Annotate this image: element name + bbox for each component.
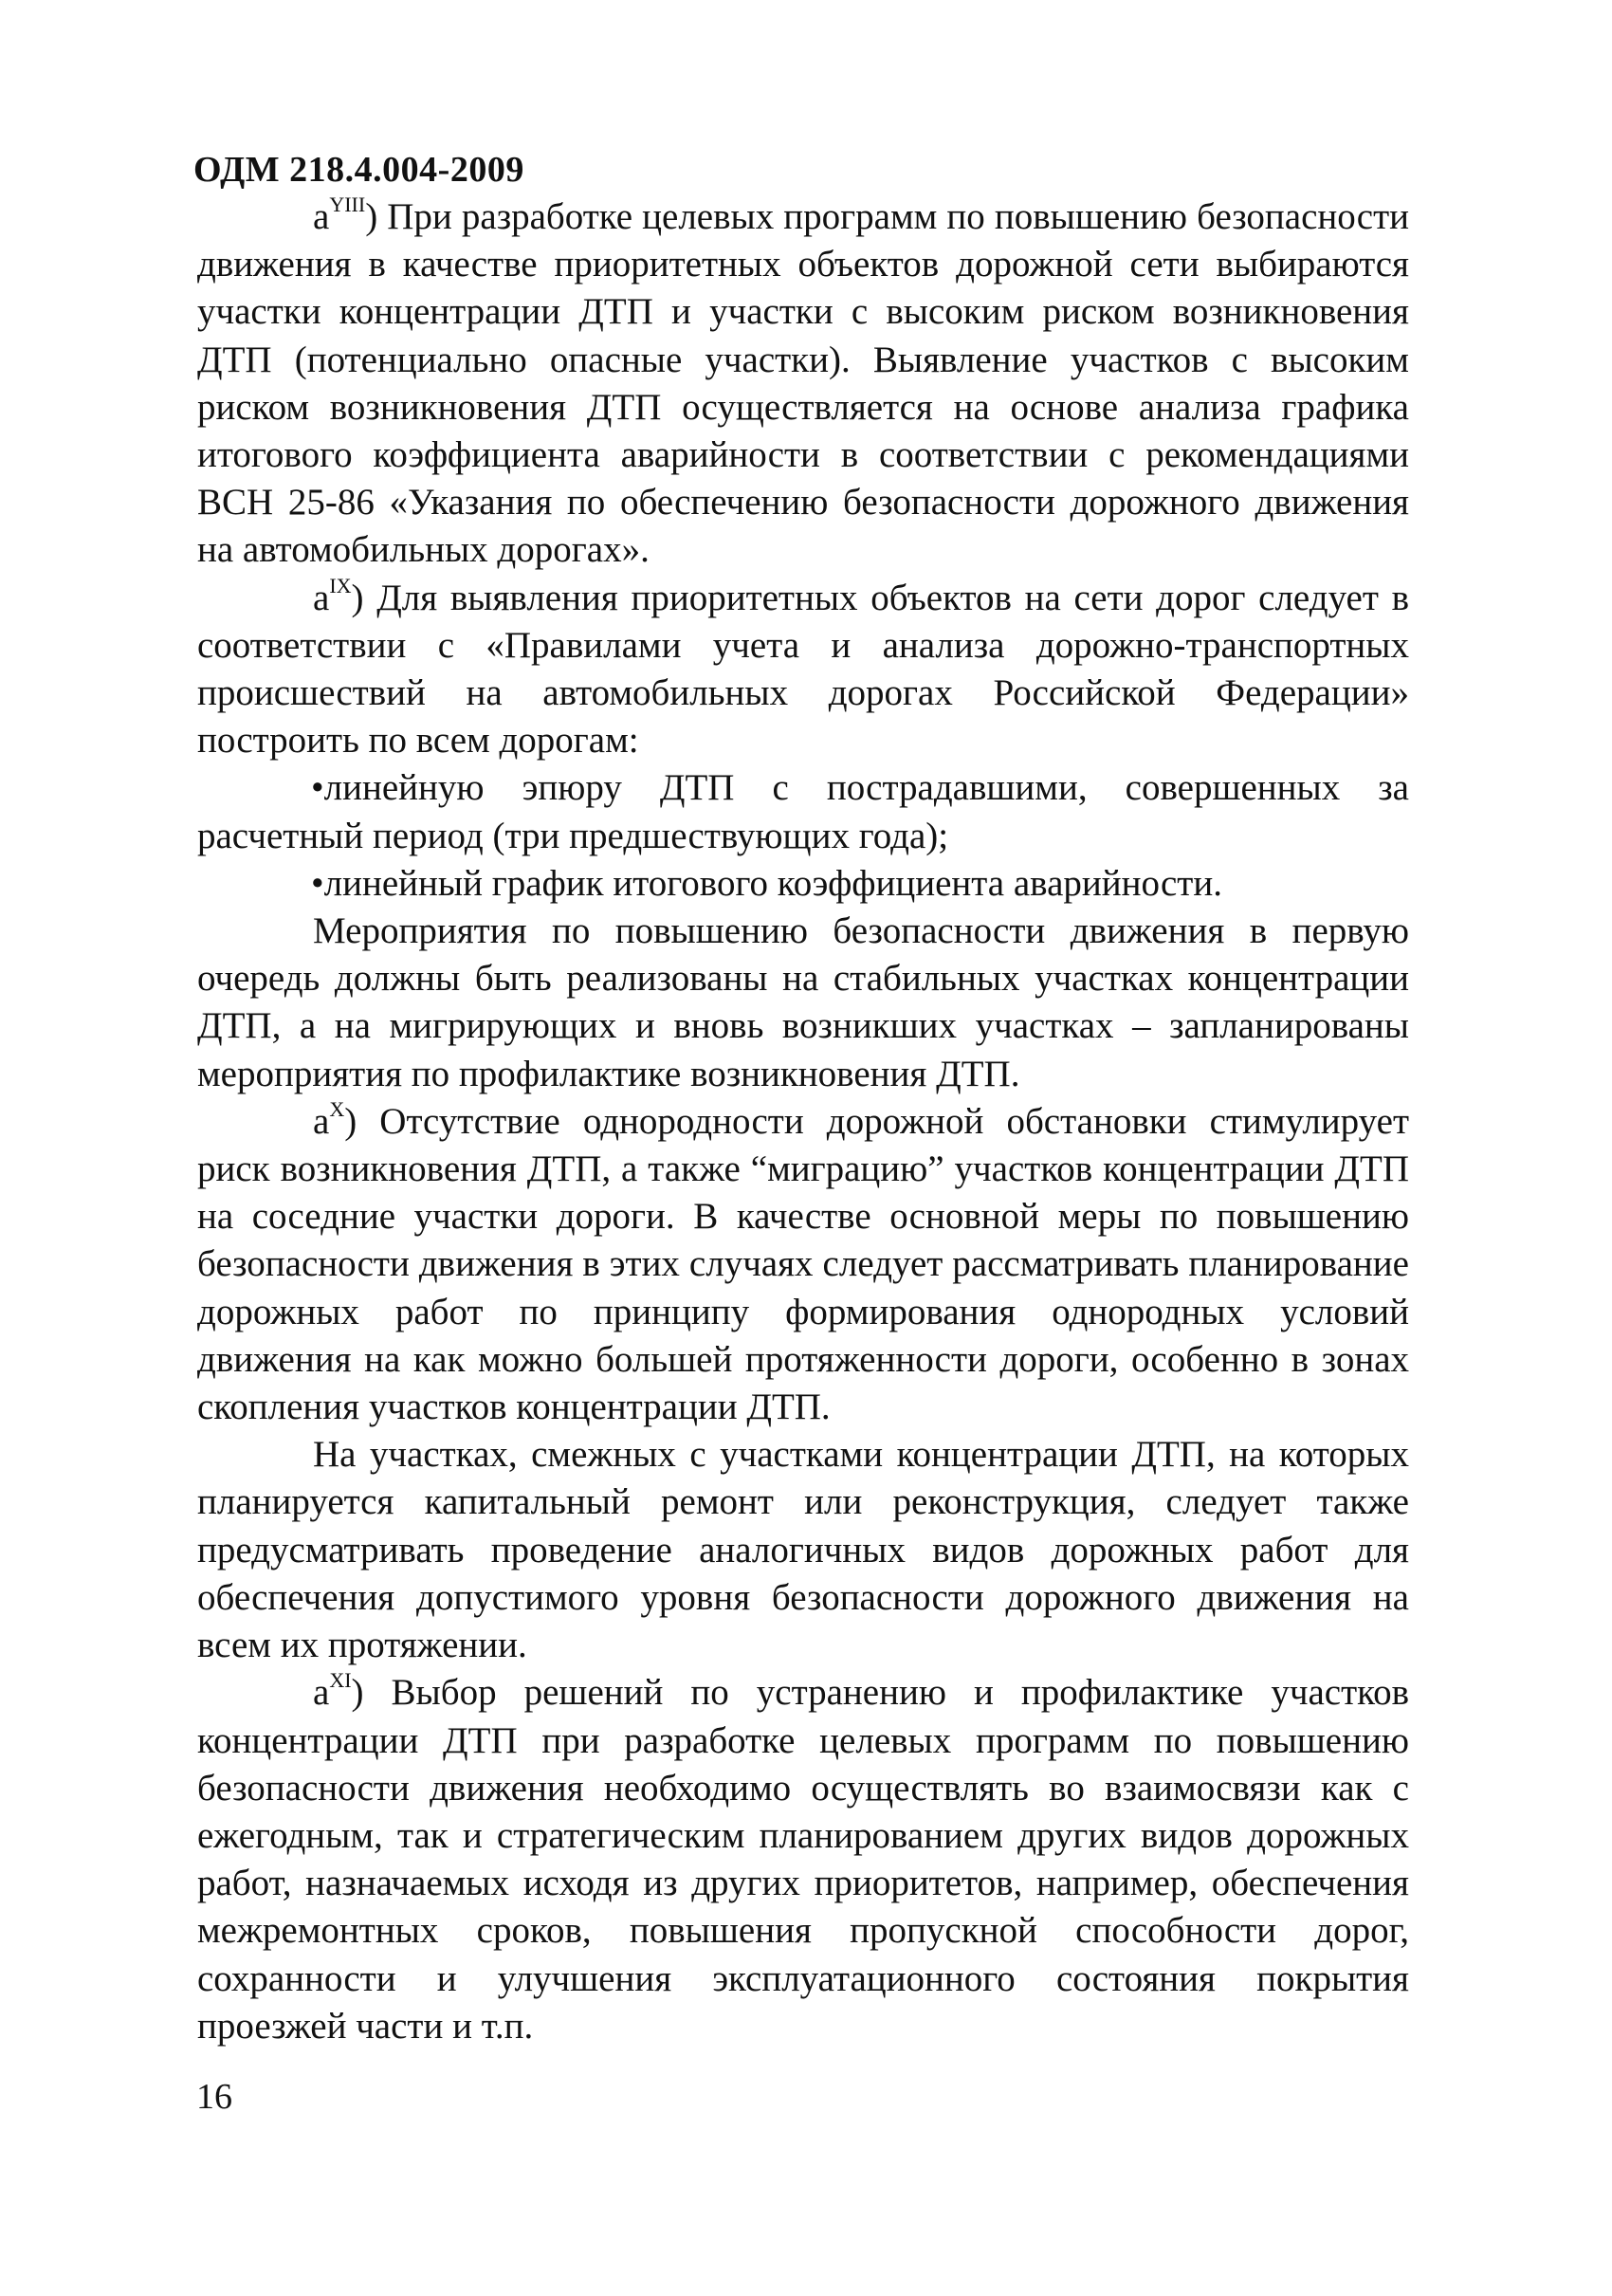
- bullet-item-graph: •линейный график итогового коэффициента аварийности.: [311, 862, 1222, 904]
- paragraph-adjacent-sections: На участках, смежных с участками концентрации ДТП, на которых планируется капитальный ремонт или реконструкция, следует также предусматривать проведение аналогичных видов дорожных работ для обеспечения допустимого уровня безопасности дорожного движения на всем их протяжении.: [197, 1434, 1409, 1666]
- paragraph-marker-sup: IX: [329, 573, 352, 597]
- paragraph-a-xi: [197, 1669, 1409, 2050]
- paragraph-text: Выбор решений по устранению и профилактике участков концентрации ДТП при разработке целевых программ по повышению безопасности движения необходимо осуществлять во взаимосвязи как с ежегодным, так и стратегическим планированием других видов дорожных работ, назначаемых исходя из других приоритетов, например, обеспечения межремонтных сроков, повышения пропускной способности дорог, сохранности и улучшения эксплуатационного состояния покрытия проезжей части и т.п.: [197, 1672, 1409, 2047]
- document-body: [197, 193, 1409, 2050]
- paragraph-marker-close: ): [351, 1672, 364, 1714]
- paragraph-marker-close: ): [351, 577, 364, 618]
- page-number: 16: [196, 2077, 232, 2117]
- paragraph-marker-base: a: [313, 1672, 330, 1714]
- paragraph-marker-base: a: [313, 196, 330, 237]
- paragraph-marker-close: ): [365, 196, 378, 237]
- paragraph-marker-base: a: [313, 577, 330, 618]
- paragraph-marker-base: a: [313, 1100, 330, 1142]
- document-code-header: ОДМ 218.4.004-2009: [193, 150, 524, 190]
- paragraph-a-x: [197, 1098, 1409, 1431]
- paragraph-a-ix: [197, 575, 1409, 765]
- bullet-item-diagram: •линейную эпюру ДТП с пострадавшими, совершенных за расчетный период (три предшествующих года);: [197, 767, 1409, 856]
- paragraph-text: Отсутствие однородности дорожной обстановки стимулирует риск возникновения ДТП, а также “миграцию” участков концентрации ДТП на соседние участки дороги. В качестве основной меры по повышению безопасности движения в этих случаях следует рассматривать планирование дорожных работ по принципу формирования однородных условий движения на как можно большей протяженности дороги, особенно в зонах скопления участков концентрации ДТП.: [197, 1100, 1409, 1428]
- paragraph-a-viii: [197, 193, 1409, 575]
- paragraph-measures: Мероприятия по повышению безопасности движения в первую очередь должны быть реализованы на стабильных участках концентрации ДТП, а на мигрирующих и вновь возникших участках – запланированы мероприятия по профилактике возникновения ДТП.: [197, 910, 1409, 1094]
- paragraph-text: При разработке целевых программ по повышению безопасности движения в качестве приоритетных объектов дорожной сети выбираются участки концентрации ДТП и участки с высоким риском возникновения ДТП (потенциально опасные участки). Выявление участков с высоким риском возникновения ДТП осуществляется на основе анализа графика итогового коэффициента аварийности в соответствии с рекомендациями ВСН 25-86 «Указания по обеспечению безопасности дорожного движения на автомобильных дорогах».: [197, 196, 1409, 571]
- paragraph-marker-sup: X: [329, 1096, 345, 1121]
- paragraph-marker-sup: XI: [329, 1668, 352, 1693]
- paragraph-text: Для выявления приоритетных объектов на сети дорог следует в соответствии с «Правилами учета и анализа дорожно-транспортных происшествий на автомобильных дорогах Российской Федерации» построить по всем дорогам:: [197, 577, 1409, 762]
- paragraph-marker-close: ): [344, 1100, 357, 1142]
- paragraph-marker-sup: YIII: [329, 193, 366, 216]
